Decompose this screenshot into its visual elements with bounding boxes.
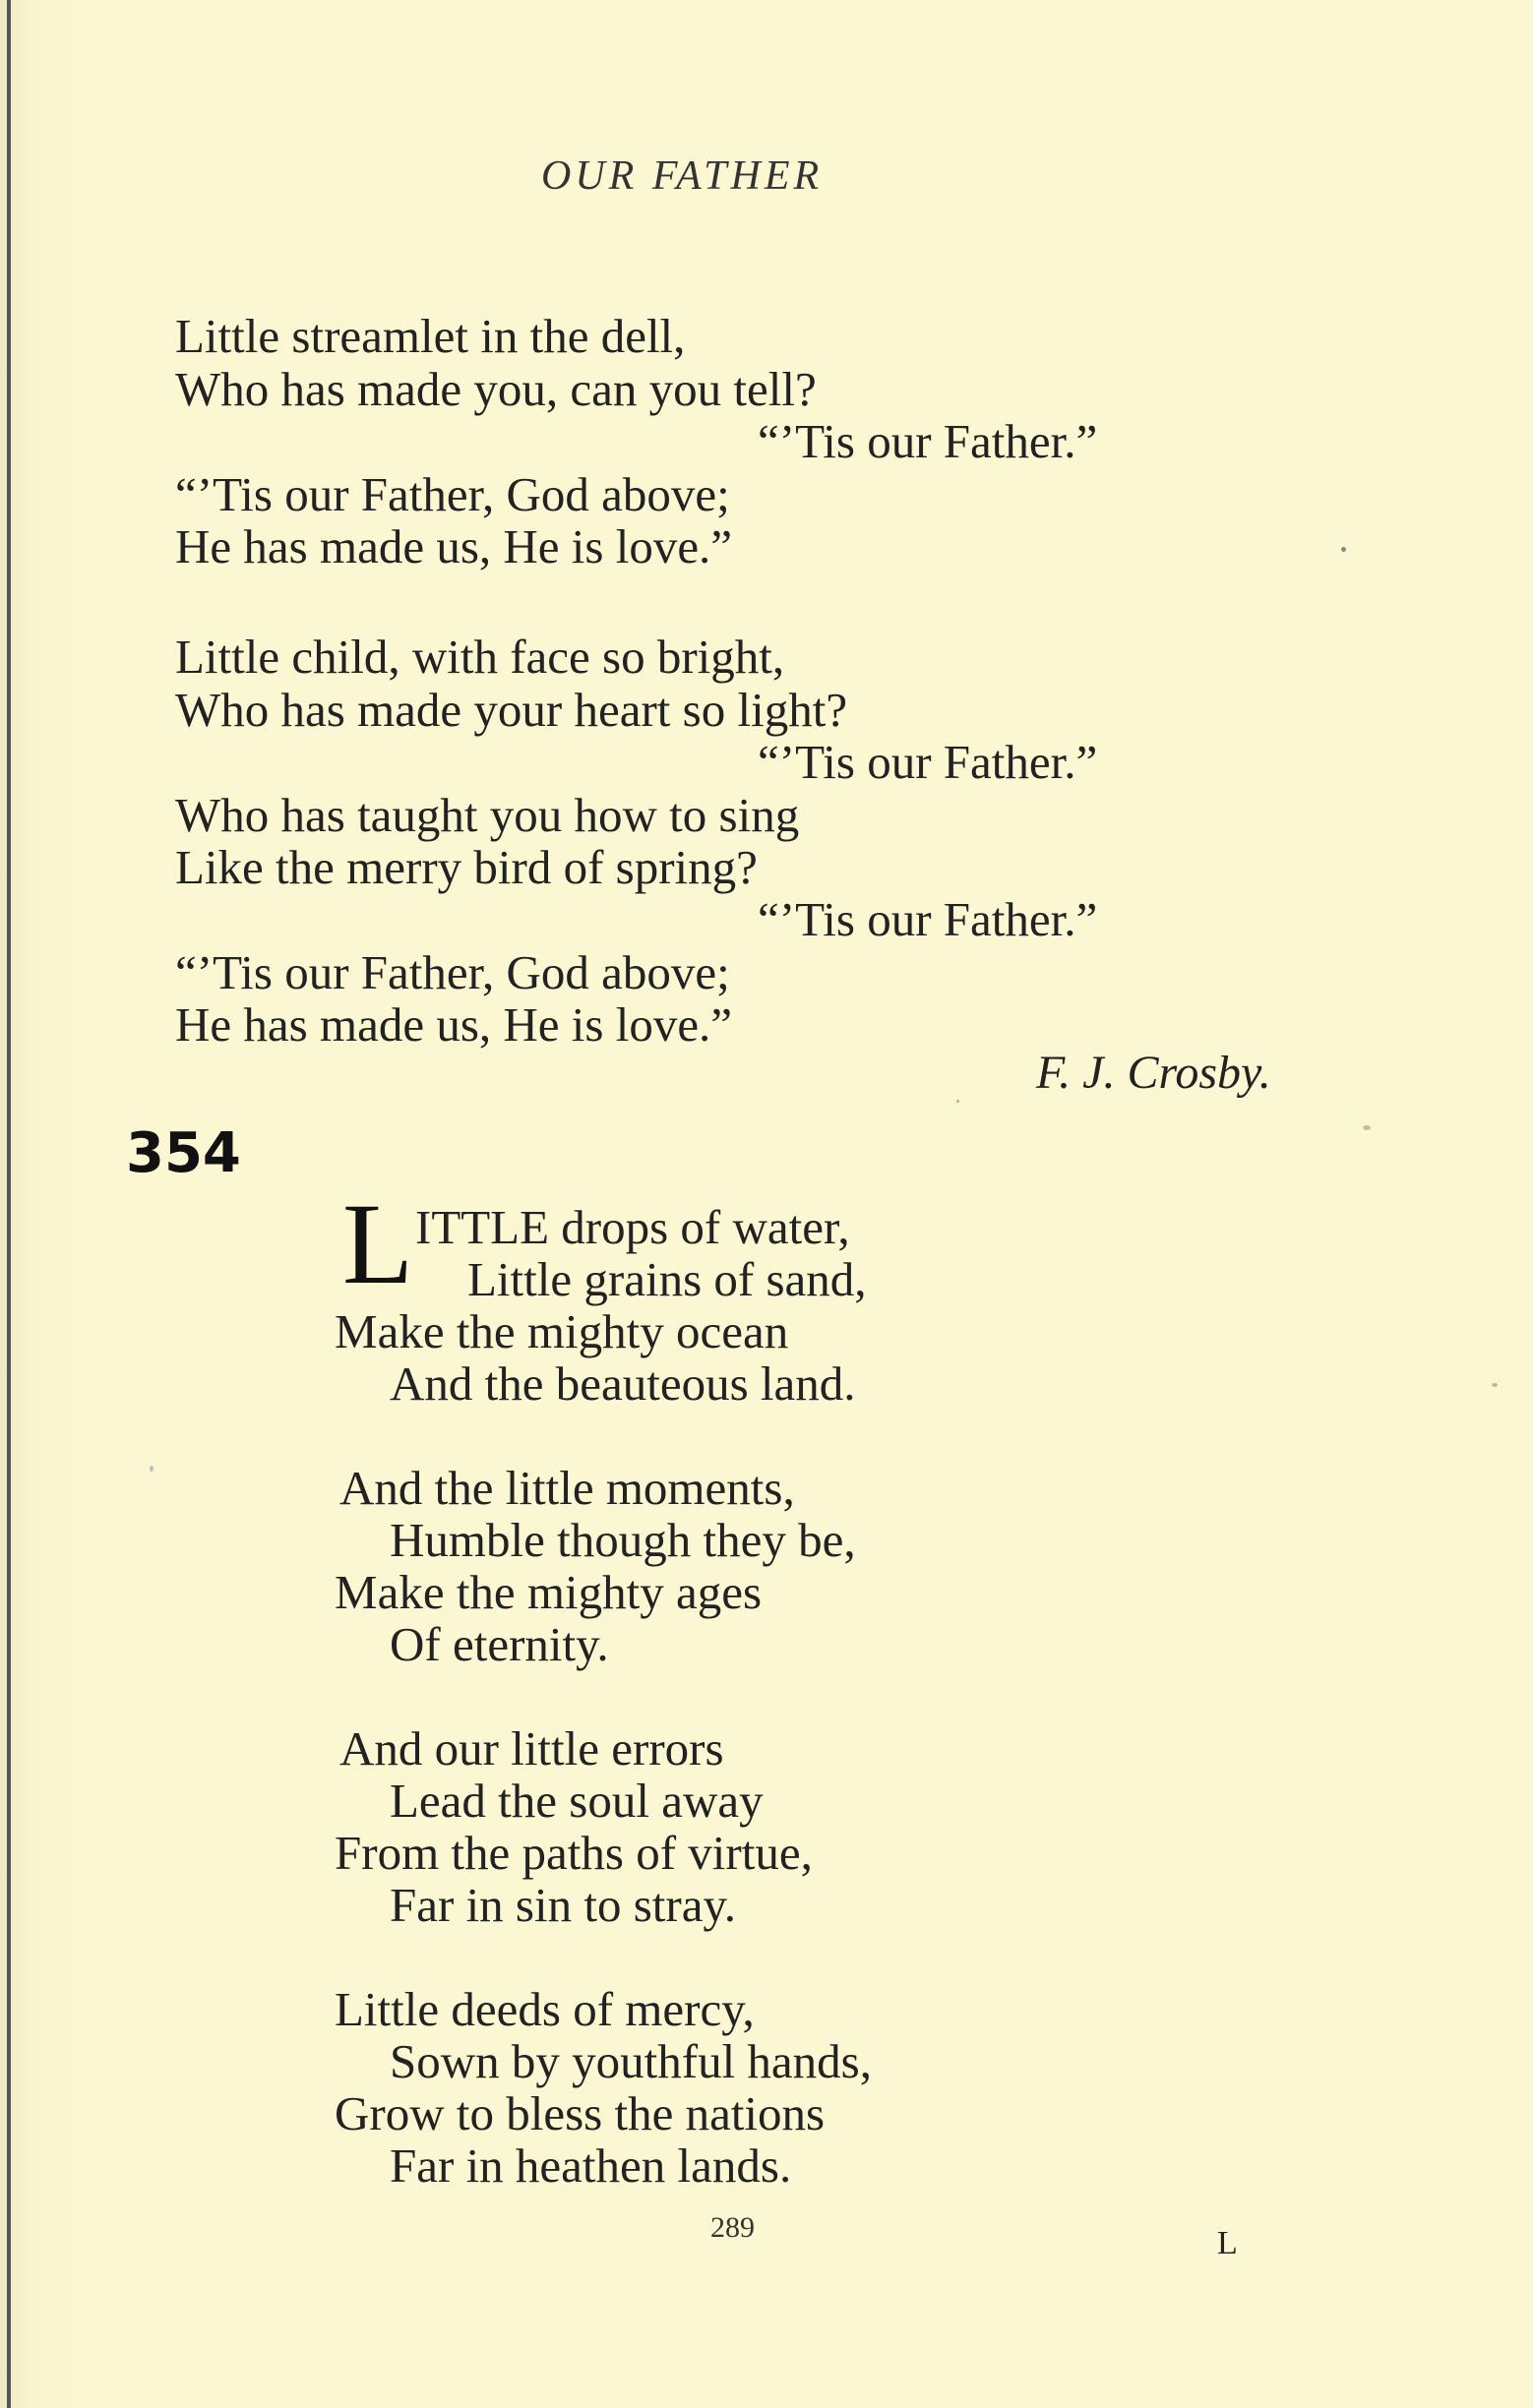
scan-speck [956, 1100, 959, 1103]
hymn-line: Make the mighty ocean [335, 1304, 789, 1358]
poem-refrain: “’Tis our Father.” [758, 735, 1098, 789]
hymn-line: Far in heathen lands. [390, 2138, 792, 2193]
hymn-line: Make the mighty ages [335, 1565, 763, 1619]
drop-cap-letter: L [342, 1179, 414, 1308]
signature-mark: L [1217, 2225, 1238, 2261]
poem-line: Little streamlet in the dell, [175, 309, 686, 363]
hymn-line: Humble though they be, [390, 1513, 856, 1567]
hymn-line: Sown by youthful hands, [390, 2034, 872, 2088]
hymn-line: Grow to bless the nations [335, 2086, 826, 2140]
hymn-line: And the little moments, [339, 1461, 795, 1515]
poem-line: Who has taught you how to sing [175, 788, 800, 842]
hymn-line: And our little errors [339, 1721, 724, 1776]
scan-speck [1492, 1383, 1498, 1387]
scan-speck [1341, 547, 1346, 552]
hymn-number: 354 [126, 1121, 241, 1185]
poem-line: “’Tis our Father, God above; [175, 467, 730, 521]
hymn-line: And the beauteous land. [390, 1356, 856, 1411]
scan-speck [1363, 1125, 1371, 1130]
poem-refrain: “’Tis our Father.” [758, 892, 1098, 946]
hymn-line: Little grains of sand, [467, 1252, 867, 1306]
page-title: OUR FATHER [541, 153, 824, 199]
poem-line: Who has made you, can you tell? [175, 362, 817, 416]
hymn-line: Far in sin to stray. [390, 1878, 737, 1932]
poem-refrain: “’Tis our Father.” [758, 414, 1098, 468]
hymn-line: ITTLE drops of water, [415, 1200, 850, 1254]
poem-line: “’Tis our Father, God above; [175, 945, 730, 999]
poem-line: He has made us, He is love.” [175, 519, 733, 573]
poem-line: Who has made your heart so light? [175, 683, 848, 737]
page-number: 289 [710, 2211, 755, 2244]
hymn-line: Little deeds of mercy, [335, 1982, 755, 2036]
hymn-line: Of eternity. [390, 1617, 609, 1671]
page-binding-edge [7, 0, 11, 2408]
hymn-line: Lead the soul away [390, 1774, 764, 1828]
hymn-line: From the paths of virtue, [335, 1826, 813, 1880]
poem-line: Like the merry bird of spring? [175, 840, 758, 894]
poem-line: He has made us, He is love.” [175, 997, 733, 1052]
scan-speck [150, 1466, 153, 1472]
poem-line: Little child, with face so bright, [175, 630, 785, 684]
poem-author: F. J. Crosby. [1036, 1047, 1271, 1099]
